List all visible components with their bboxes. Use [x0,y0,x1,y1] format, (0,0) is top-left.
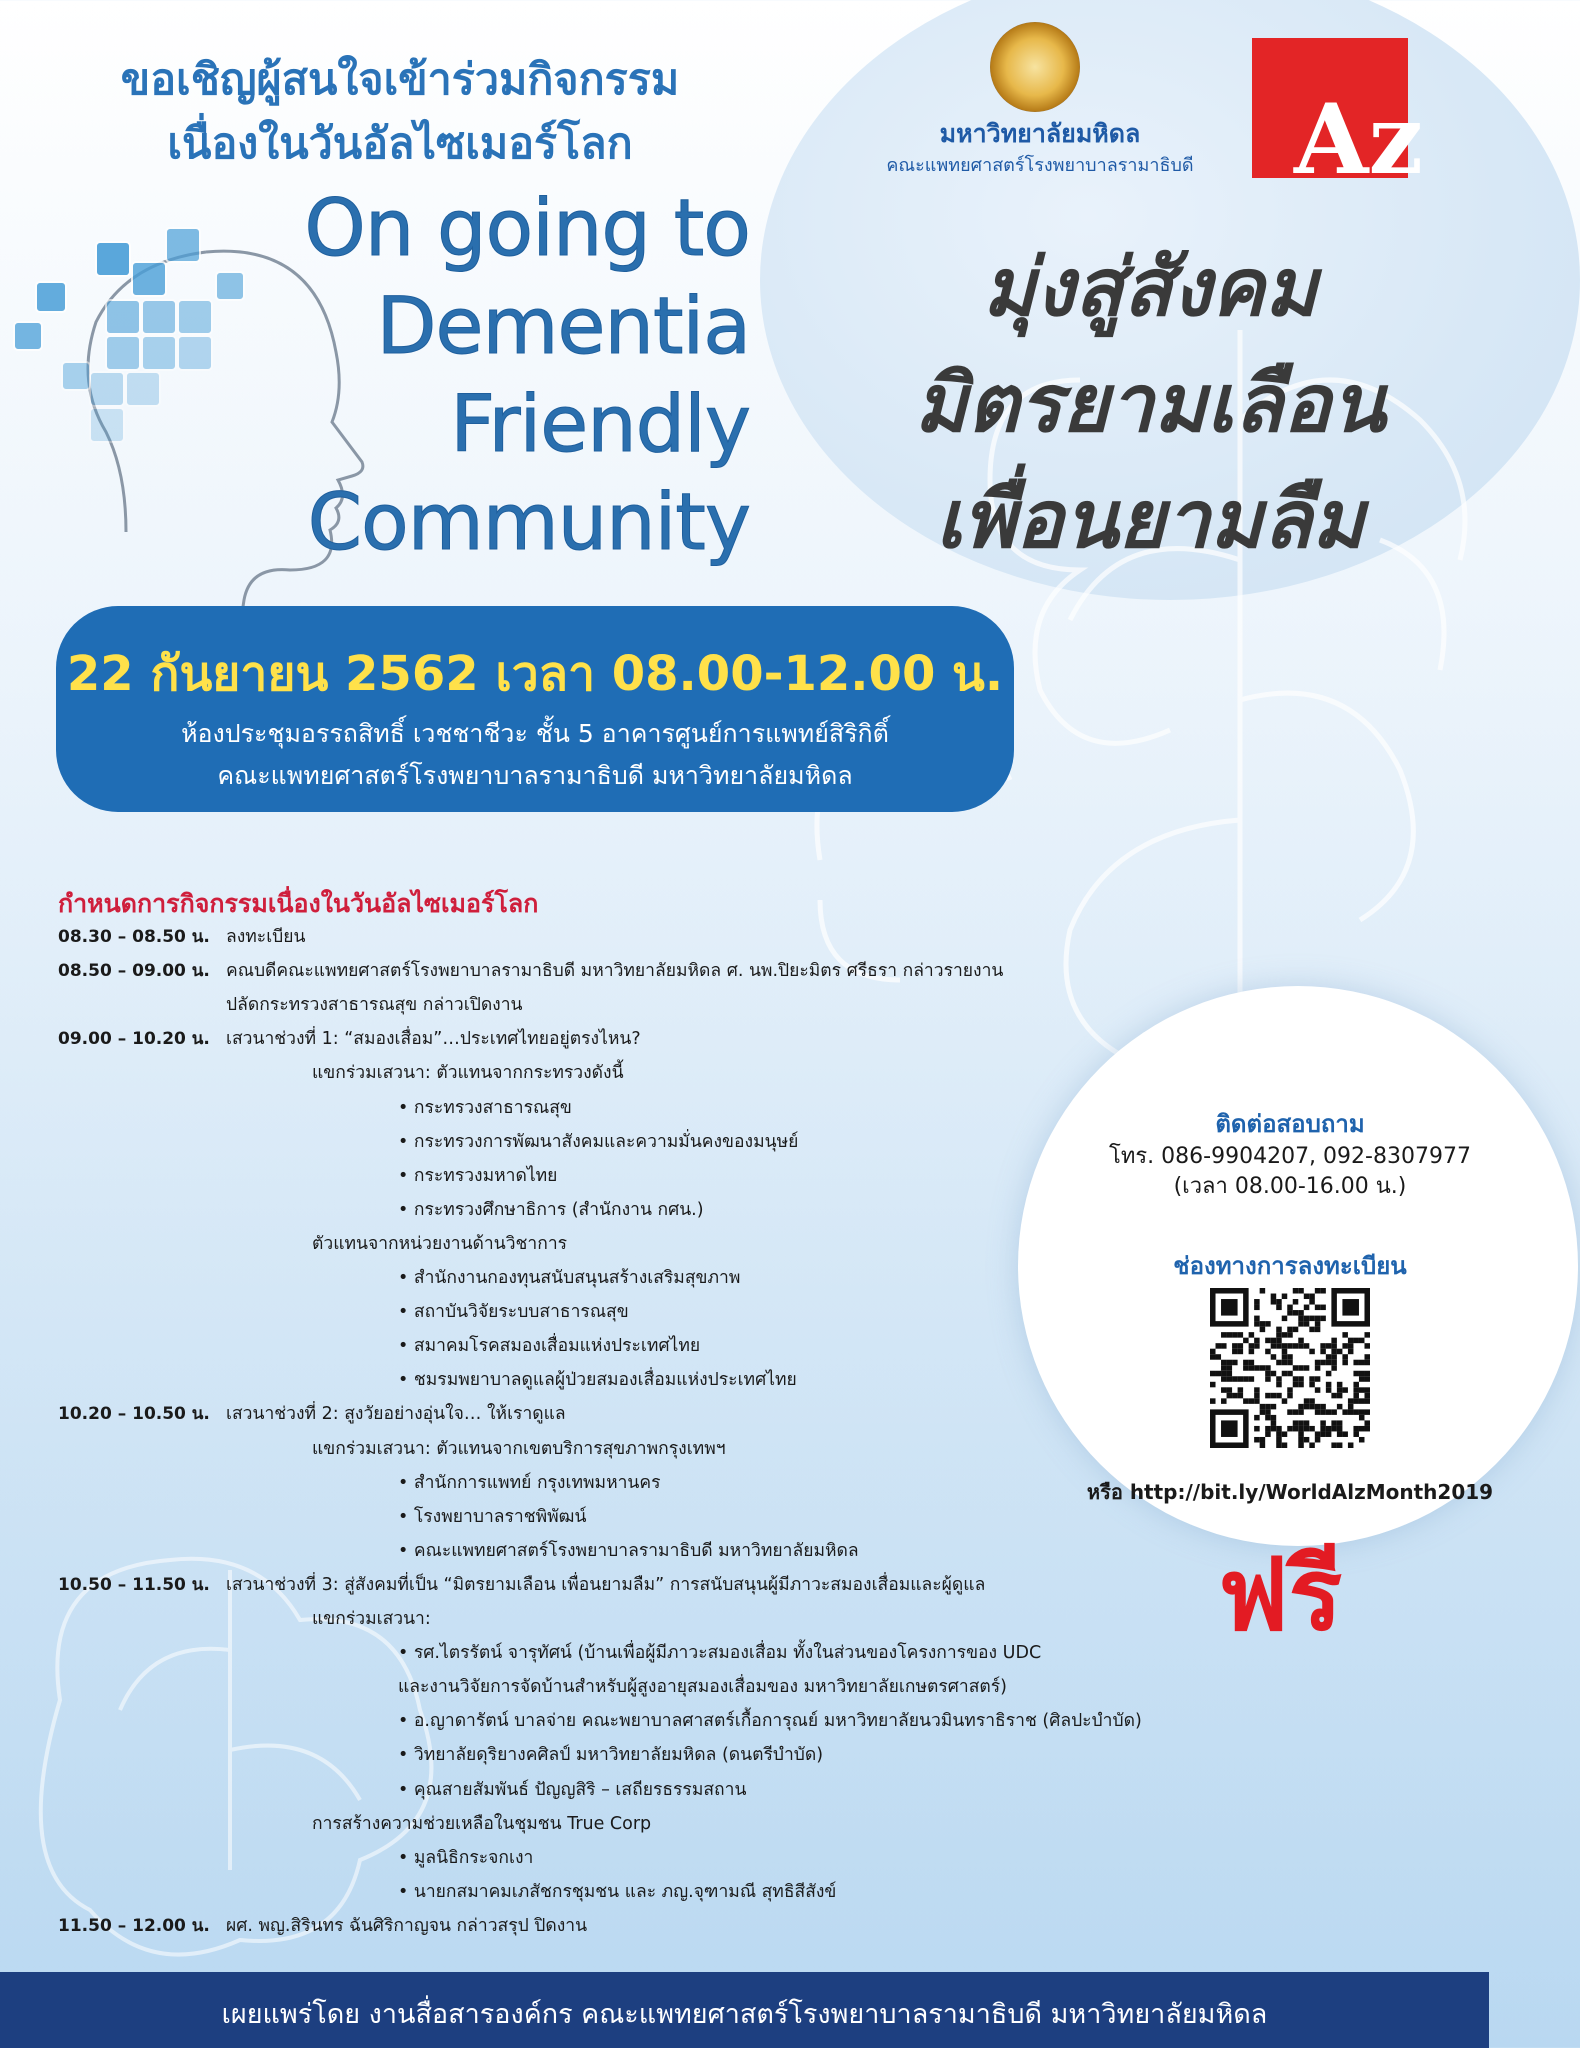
schedule-item: • โรงพยาบาลราชพิพัฒน์ [398,1506,587,1527]
schedule-item: • รศ.ไตรรัตน์ จารุทัศน์ (บ้านเพื่อผู้มีภาวะสมองเสื่อม ทั้งในส่วนของโครงการของ UDC [398,1643,1042,1664]
schedule-time: 08.30 – 08.50 น. [58,927,210,947]
free-label: ฟรี [1217,1536,1343,1653]
invite-heading [60,48,740,176]
schedule-time: 10.20 – 10.50 น. [58,1404,210,1425]
schedule-item: • คณะแพทยศาสตร์โรงพยาบาลรามาธิบดี มหาวิทยาลัยมหิดล [398,1540,859,1561]
schedule-item: ปลัดกระทรวงสาธารณสุข กล่าวเปิดงาน [226,995,523,1016]
schedule-time: 11.50 – 12.00 น. [58,1915,210,1936]
schedule-item: • กระทรวงมหาดไทย [398,1165,558,1186]
schedule-item: • นายกสมาคมเภสัชกรชุมชน และ ภญ.จุฑามณี สุทธิสีสังข์ [398,1881,837,1902]
schedule-item: แขกร่วมเสวนา: ตัวแทนจากกระทรวงดังนี้ [312,1063,624,1084]
university-name: มหาวิทยาลัยมหิดล [939,119,1141,148]
invite-line-2: เนื่องในวันอัลไซเมอร์โลก [167,119,633,169]
schedule-item: • วิทยาลัยดุริยางคศิลป์ มหาวิทยาลัยมหิดล (ดนตรีบำบัด) [398,1745,824,1766]
schedule-item: • กระทรวงการพัฒนาสังคมและความมั่นคงของมนุษย์ [398,1131,799,1152]
english-title [250,180,750,572]
faculty-name: คณะแพทยศาสตร์โรงพยาบาลรามาธิบดี [886,155,1194,176]
contact-title: ติดต่อสอบถาม [1215,1110,1365,1138]
schedule-time: 08.50 – 09.00 น. [58,961,210,982]
event-venue-line-2: คณะแพทยศาสตร์โรงพยาบาลรามาธิบดี มหาวิทยาลัยมหิดล [217,761,853,790]
schedule-item: • สมาคมโรคสมองเสื่อมแห่งประเทศไทย [398,1336,701,1357]
qr-code-icon[interactable] [1210,1288,1370,1448]
schedule-time: 09.00 – 10.20 น. [58,1029,210,1050]
english-title-line-3: Friendly [450,380,750,470]
schedule-item: • สถาบันวิจัยระบบสาธารณสุข [398,1302,629,1323]
schedule-item: และงานวิจัยการจัดบ้านสำหรับผู้สูงอายุสมองเสื่อมของ มหาวิทยาลัยเกษตรศาสตร์) [398,1677,1007,1698]
event-date-time: 22 กันยายน 2562 เวลา 08.00-12.00 น. [66,646,1004,702]
slogan-line-1: มุ่งสู่สังคม [982,241,1318,334]
schedule-item: เสวนาช่วงที่ 2: สูงวัยอย่างอุ่นใจ… ให้เราดูแล [226,1404,566,1425]
invite-line-1: ขอเชิญผู้สนใจเข้าร่วมกิจกรรม [120,55,680,105]
schedule-title: กำหนดการกิจกรรมเนื่องในวันอัลไซเมอร์โลก [58,889,539,918]
event-venue-line-1: ห้องประชุมอรรถสิทธิ์ เวชชาชีวะ ชั้น 5 อาคารศูนย์การแพทย์สิริกิติ์ [181,719,889,748]
schedule-time: 10.50 – 11.50 น. [58,1574,210,1595]
schedule-item: แขกร่วมเสวนา: ตัวแทนจากเขตบริการสุขภาพกรุงเทพฯ [312,1438,726,1459]
schedule-item: • มูลนิธิกระจกเงา [398,1847,534,1868]
schedule-item: ลงทะเบียน [226,927,306,947]
schedule-item: • ชมรมพยาบาลดูแลผู้ป่วยสมองเสื่อมแห่งประเทศไทย [398,1370,797,1391]
az-logo [1252,38,1423,196]
schedule-item: เสวนาช่วงที่ 1: “สมองเสื่อม”…ประเทศไทยอยู่ตรงไหน? [226,1029,641,1050]
schedule-item: • สำนักการแพทย์ กรุงเทพมหานคร [398,1472,661,1493]
schedule-item: แขกร่วมเสวนา: [312,1609,431,1629]
schedule-item: • กระทรวงสาธารณสุข [398,1097,572,1118]
schedule-item: เสวนาช่วงที่ 3: สู่สังคมที่เป็น “มิตรยามเลือน เพื่อนยามลืม” การสนับสนุนผู้มีภาวะสมองเสื่อมและผู้ดูแล [226,1574,986,1595]
schedule-item: คณบดีคณะแพทยศาสตร์โรงพยาบาลรามาธิบดี มหาวิทยาลัยมหิดล ศ. นพ.ปิยะมิตร ศรีธรา กล่าวรายงาน [226,961,1004,982]
schedule-item: • กระทรวงศึกษาธิการ (สำนักงาน กศน.) [398,1199,704,1220]
english-title-line-4: Community [307,478,750,568]
schedule-item: • คุณสายสัมพันธ์ ปัญญสิริ – เสถียรธรรมสถาน [398,1779,747,1800]
schedule-item: ผศ. พญ.สิรินทร ฉันศิริกาญจน กล่าวสรุป ปิดงาน [226,1915,588,1936]
schedule-item: • สำนักงานกองทุนสนับสนุนสร้างเสริมสุขภาพ [398,1268,741,1288]
university-seal-icon [990,22,1080,112]
english-title-line-1: On going to [304,184,750,274]
slogan-line-2: มิตรยามเลือน [914,357,1386,450]
registration-title: ช่องทางการลงทะเบียน [1173,1252,1407,1280]
contact-hours: (เวลา 08.00-16.00 น.) [1173,1174,1407,1199]
schedule-item: ตัวแทนจากหน่วยงานด้านวิชาการ [312,1233,568,1254]
english-title-line-2: Dementia [376,282,750,372]
schedule-item: การสร้างความช่วยเหลือในชุมชน True Corp [312,1813,652,1834]
registration-url[interactable]: หรือ http://bit.ly/WorldAlzMonth2019 [1086,1480,1494,1504]
slogan-line-3: เพื่อนยามลืม [935,473,1365,566]
footer-text: เผยแพร่โดย งานสื่อสารองค์กร คณะแพทยศาสตร์โรงพยาบาลรามาธิบดี มหาวิทยาลัยมหิดล [221,1999,1268,2030]
contact-phone: โทร. 086-9904207, 092-8307977 [1109,1144,1471,1169]
az-logo-text: Az [1294,83,1423,196]
schedule-item: • อ.ญาดารัตน์ บาลจ่าย คณะพยาบาลศาสตร์เกื้อการุณย์ มหาวิทยาลัยนวมินทราธิราช (ศิลปะบำบัด) [398,1711,1142,1732]
slogan [860,230,1440,578]
